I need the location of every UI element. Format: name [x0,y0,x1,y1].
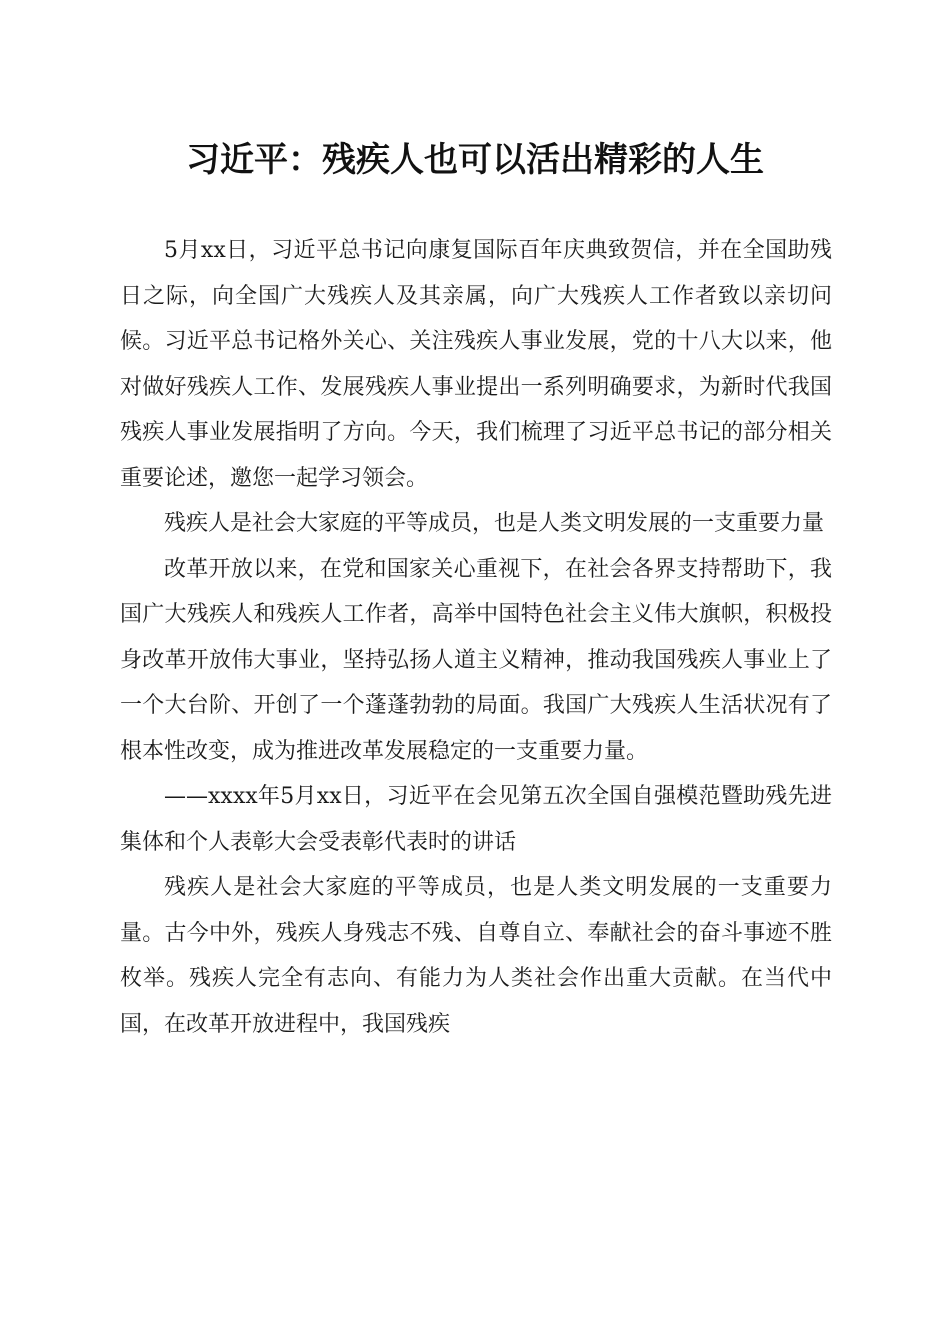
paragraph-subheading: 残疾人是社会大家庭的平等成员，也是人类文明发展的一支重要力量 [164,511,825,536]
document-body [120,228,832,1047]
paragraph-equal-members: 残疾人是社会大家庭的平等成员，也是人类文明发展的一支重要力量。古今中外，残疾人身残志不残、自尊自立、奉献社会的奋斗事迹不胜枚举。残疾人完全有志向、有能力为人类社会作出重大贡献。在当代中国，在改革开放进程中，我国残疾 [120,875,832,1037]
document-title: 习近平：残疾人也可以活出精彩的人生 [186,140,764,180]
paragraph-reform: 改革开放以来，在党和国家关心重视下，在社会各界支持帮助下，我国广大残疾人和残疾人工作者，高举中国特色社会主义伟大旗帜，积极投身改革开放伟大事业，坚持弘扬人道主义精神，推动我国残疾人事业上了一个大台阶、开创了一个蓬蓬勃勃的局面。我国广大残疾人生活状况有了根本性改变，成为推进改革发展稳定的一支重要力量。 [120,556,832,764]
paragraph-intro: 5月xx日，习近平总书记向康复国际百年庆典致贺信，并在全国助残日之际，向全国广大残疾人及其亲属，向广大残疾人工作者致以亲切问候。习近平总书记格外关心、关注残疾人事业发展，党的十八大以来，他对做好残疾人工作、发展残疾人事业提出一系列明确要求，为新时代我国残疾人事业发展指明了方向。今天，我们梳理了习近平总书记的部分相关重要论述，邀您一起学习领会。 [120,238,832,491]
paragraph-source-citation: ——xxxx年5月xx日，习近平在会见第五次全国自强模范暨助残先进集体和个人表彰大会受表彰代表时的讲话 [120,784,832,855]
